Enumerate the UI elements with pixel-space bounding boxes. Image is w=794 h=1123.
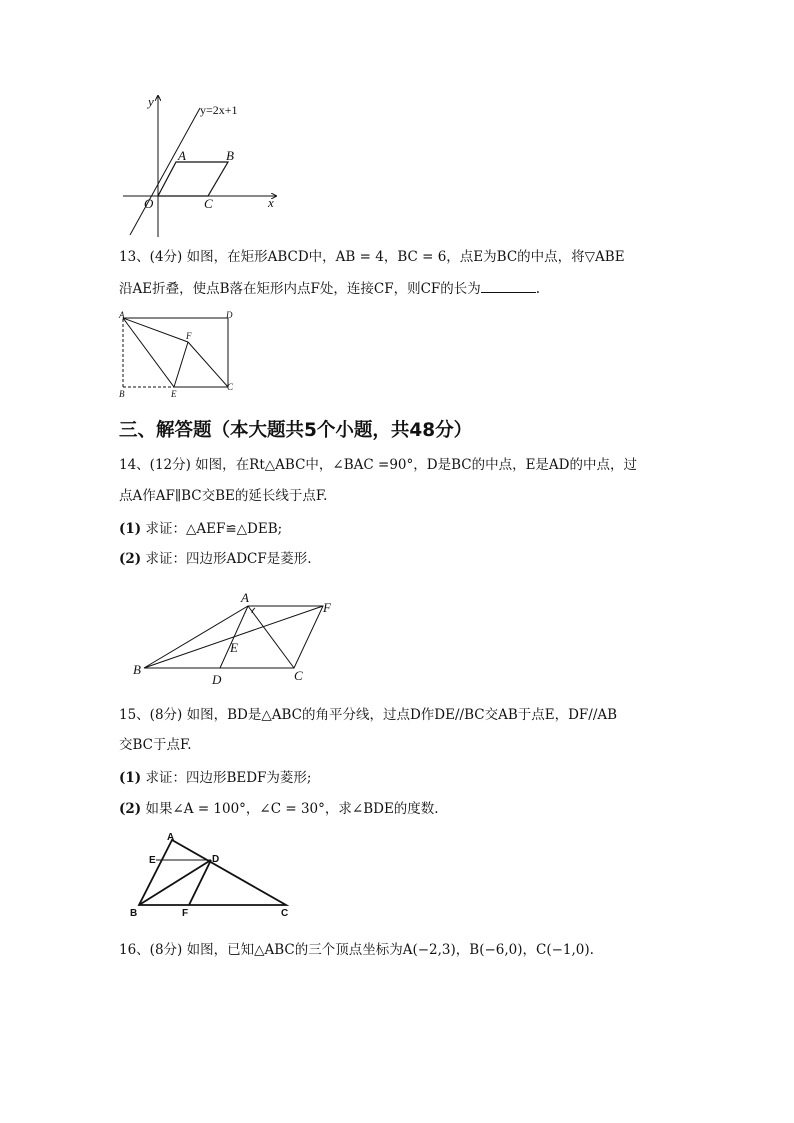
part-number: (1): [119, 521, 142, 537]
point-a-label: A: [119, 310, 125, 320]
q13-line2-end: .: [535, 281, 541, 297]
part-text: 如果∠A = 100°，∠C = 30°，求∠BDE的度数.: [141, 801, 439, 817]
point-b-label: B: [119, 389, 125, 398]
q15-part1: [119, 768, 311, 788]
q15-line1: 15、(8分) 如图，BD是△ABC的角平分线，过点D作DE//BC交AB于点E，DF//AB: [119, 707, 618, 723]
figure-q15: [126, 832, 296, 920]
q14-part2: [119, 549, 312, 569]
point-c-label: C: [294, 668, 303, 683]
part-number: (2): [119, 551, 142, 567]
figure-q12: [118, 92, 288, 242]
figure-q13: [116, 310, 241, 398]
q16-line1: 16、(8分) 如图，已知△ABC的三个顶点坐标为A(−2,3)，B(−6,0)，C(−1,0).: [119, 942, 594, 958]
point-c-label: C: [281, 908, 289, 919]
q13-line2: [119, 279, 540, 299]
point-a-label: A: [178, 148, 186, 163]
q15-part2: [119, 799, 439, 819]
point-b-label: B: [226, 148, 234, 163]
part-text: 求证：四边形ADCF是菱形.: [141, 551, 312, 567]
point-c-label: C: [227, 382, 234, 392]
point-e-label: E: [230, 640, 238, 655]
line-y-2x-1: [130, 108, 200, 235]
y-axis-label: y: [148, 94, 154, 109]
point-f-label: F: [186, 331, 192, 341]
point-f-label: F: [182, 908, 189, 919]
answer-blank[interactable]: [481, 280, 536, 293]
point-d-label: D: [212, 672, 222, 687]
point-e-label: E: [149, 855, 156, 866]
q14-line1: 14、(12分) 如图，在Rt△ABC中，∠BAC =90°，D是BC的中点，E是AD的中点，过: [119, 457, 637, 473]
point-f-label: F: [323, 600, 331, 615]
part-number: (1): [119, 770, 142, 786]
q15-line2: 交BC于点F.: [119, 737, 192, 753]
point-d-label: D: [212, 854, 220, 865]
point-b-label: B: [130, 908, 138, 919]
q14-line2: 点A作AF∥BC交BE的延长线于点F.: [119, 488, 328, 504]
figure-q14: [128, 586, 343, 688]
point-d-label: D: [226, 310, 233, 320]
part-number: (2): [119, 801, 142, 817]
origin-label: O: [144, 196, 154, 211]
point-e-label: E: [171, 389, 177, 398]
parallelogram-abco: [158, 162, 228, 196]
q14-part1: [119, 519, 282, 539]
point-a-label: A: [241, 590, 249, 605]
q13-line1: 13、(4分) 如图，在矩形ABCD中，AB = 4，BC = 6，点E为BC的中点，将▽ABE: [119, 249, 625, 265]
point-c-label: C: [204, 196, 213, 211]
point-b-label: B: [133, 662, 141, 677]
q13-line2-text: 沿AE折叠，使点B落在矩形内点F处，连接CF，则CF的长为: [119, 281, 481, 297]
x-axis-label: x: [268, 195, 274, 210]
section-title: 三、解答题（本大题共5个小题，共48分）: [119, 420, 473, 441]
point-a-label: A: [167, 832, 175, 843]
line-equation-label: y=2x+1: [200, 103, 238, 117]
part-text: 求证：四边形BEDF为菱形;: [141, 770, 312, 786]
part-text: 求证：△AEF≌△DEB;: [141, 521, 283, 537]
